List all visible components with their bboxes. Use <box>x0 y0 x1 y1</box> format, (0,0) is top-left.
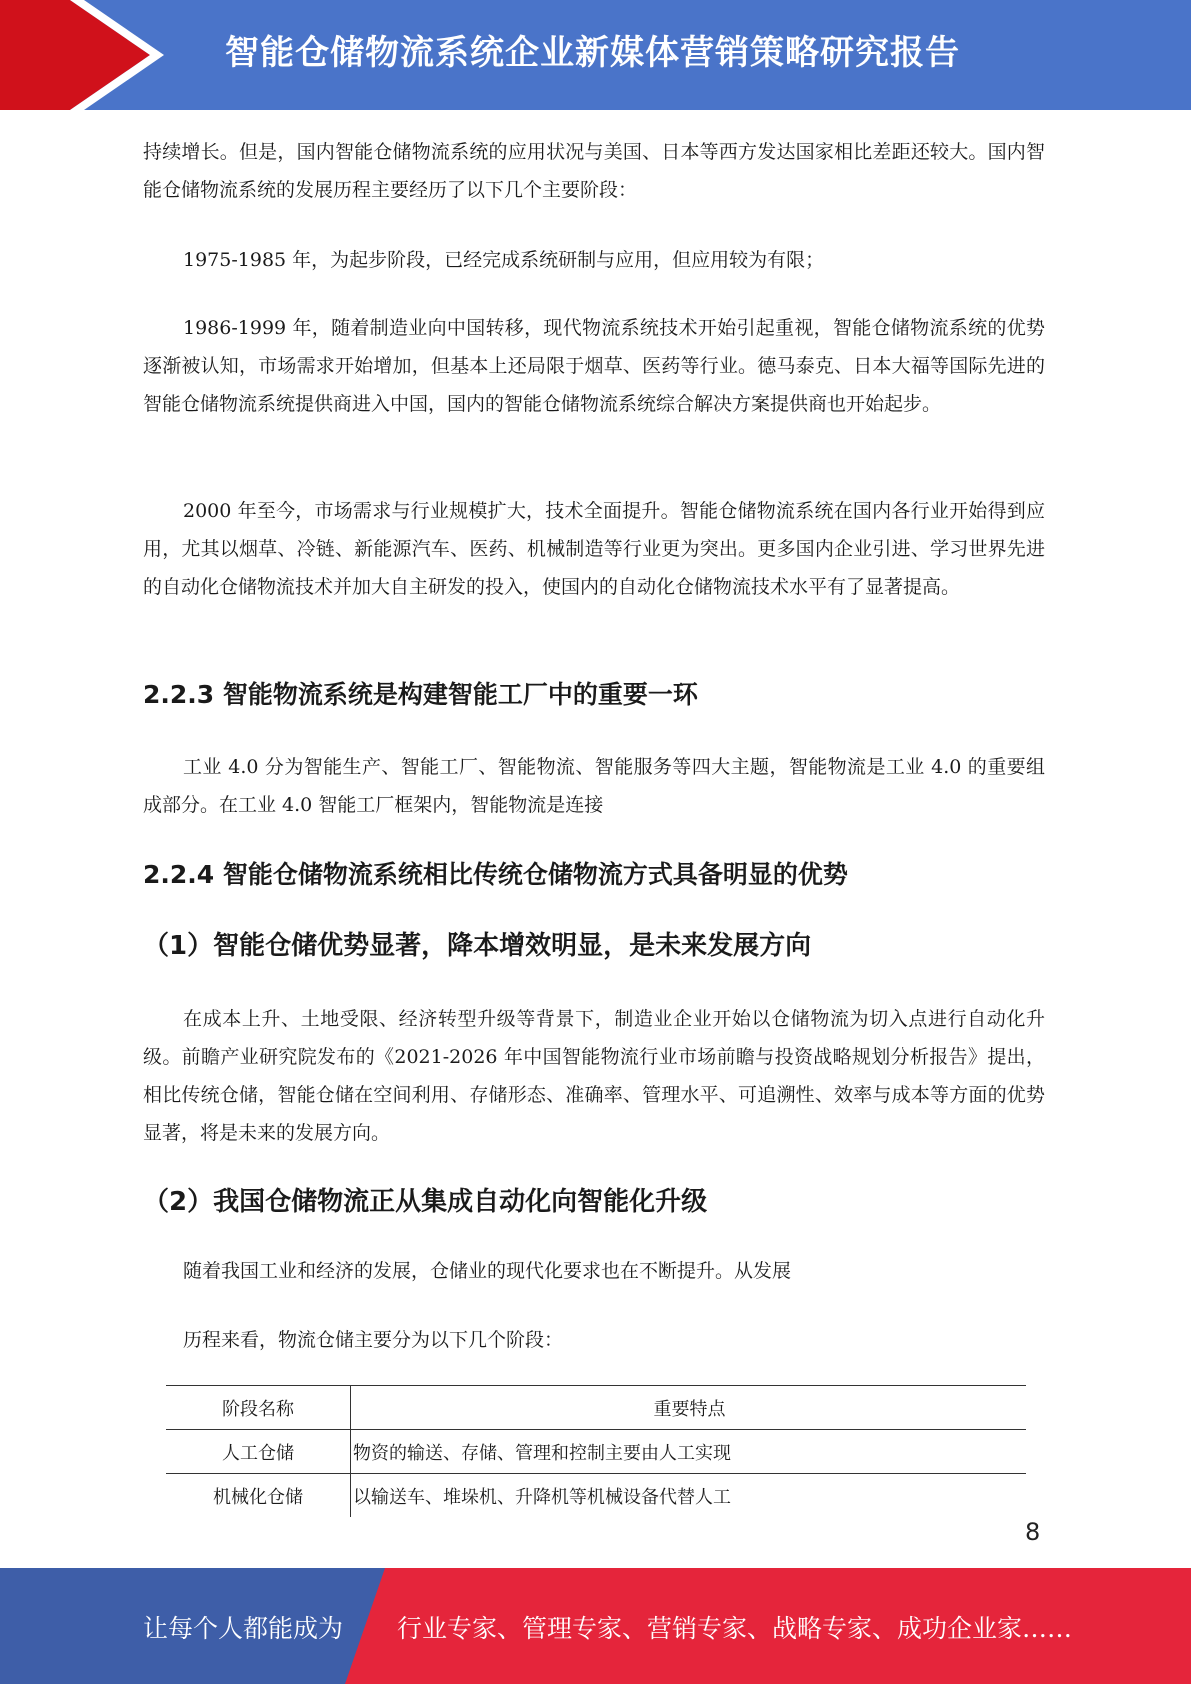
header-title: 智能仓储物流系统企业新媒体营销策略研究报告 <box>225 33 960 73</box>
table-header-row <box>166 1386 1026 1430</box>
page-footer <box>0 1568 1191 1684</box>
paragraph: 2000 年至今，市场需求与行业规模扩大，技术全面提升。智能仓储物流系统在国内各行业开始得到应用，尤其以烟草、冷链、新能源汽车、医药、机械制造等行业更为突出。更多国内企业引进、学习世界先进的自动化仓储物流技术并加大自主研发的投入，使国内的自动化仓储物流技术水平有了显著提高。 <box>143 500 1045 598</box>
table-header-cell: 重要特点 <box>351 1386 1027 1430</box>
paragraph: 在成本上升、土地受限、经济转型升级等背景下，制造业企业开始以仓储物流为切入点进行自动化升级。前瞻产业研究院发布的《2021-2026 年中国智能物流行业市场前瞻与投资战略规划分析报告》提出，相比传统仓储，智能仓储在空间利用、存储形态、准确率、管理水平、可追溯性、效率与成本等方面的优势显著，将是未来的发展方向。 <box>143 1008 1045 1144</box>
stages-table <box>166 1385 1026 1517</box>
table-cell: 以输送车、堆垛机、升降机等机械设备代替人工 <box>353 1486 731 1508</box>
footer-slogan-left: 让每个人都能成为 <box>143 1614 344 1643</box>
section-heading: 2.2.3 智能物流系统是构建智能工厂中的重要一环 <box>143 680 698 709</box>
paragraph: 历程来看，物流仓储主要分为以下几个阶段： <box>183 1329 564 1351</box>
table-cell: 人工仓储 <box>166 1430 351 1474</box>
table-cell: 机械化仓储 <box>166 1474 351 1518</box>
subsection-heading: （1）智能仓储优势显著，降本增效明显，是未来发展方向 <box>143 931 812 961</box>
table-cell: 物资的输送、存储、管理和控制主要由人工实现 <box>351 1430 1027 1474</box>
page-number: 8 <box>1025 1518 1041 1546</box>
paragraph: 工业 4.0 分为智能生产、智能工厂、智能物流、智能服务等四大主题，智能物流是工业 4.0 的重要组成部分。在工业 4.0 智能工厂框架内，智能物流是连接 <box>143 756 1045 816</box>
paragraph: 1975-1985 年，为起步阶段，已经完成系统研制与应用，但应用较为有限； <box>183 249 825 271</box>
subsection-heading: （2）我国仓储物流正从集成自动化向智能化升级 <box>143 1187 708 1217</box>
table-row <box>166 1430 1026 1474</box>
footer-slogan-right: 行业专家、管理专家、营销专家、战略专家、成功企业家…… <box>397 1614 1073 1643</box>
paragraph: 持续增长。但是，国内智能仓储物流系统的应用状况与美国、日本等西方发达国家相比差距还较大。国内智能仓储物流系统的发展历程主要经历了以下几个主要阶段： <box>143 141 1045 201</box>
table-row <box>166 1474 1026 1518</box>
section-heading: 2.2.4 智能仓储物流系统相比传统仓储物流方式具备明显的优势 <box>143 860 848 889</box>
table-header-cell: 阶段名称 <box>166 1386 351 1430</box>
page-header <box>0 0 1191 110</box>
paragraph: 随着我国工业和经济的发展，仓储业的现代化要求也在不断提升。从发展 <box>183 1260 792 1282</box>
paragraph: 1986-1999 年，随着制造业向中国转移，现代物流系统技术开始引起重视，智能仓储物流系统的优势逐渐被认知，市场需求开始增加，但基本上还局限于烟草、医药等行业。德马泰克、日本大福等国际先进的智能仓储物流系统提供商进入中国，国内的智能仓储物流系统综合解决方案提供商也开始起步。 <box>143 317 1045 415</box>
